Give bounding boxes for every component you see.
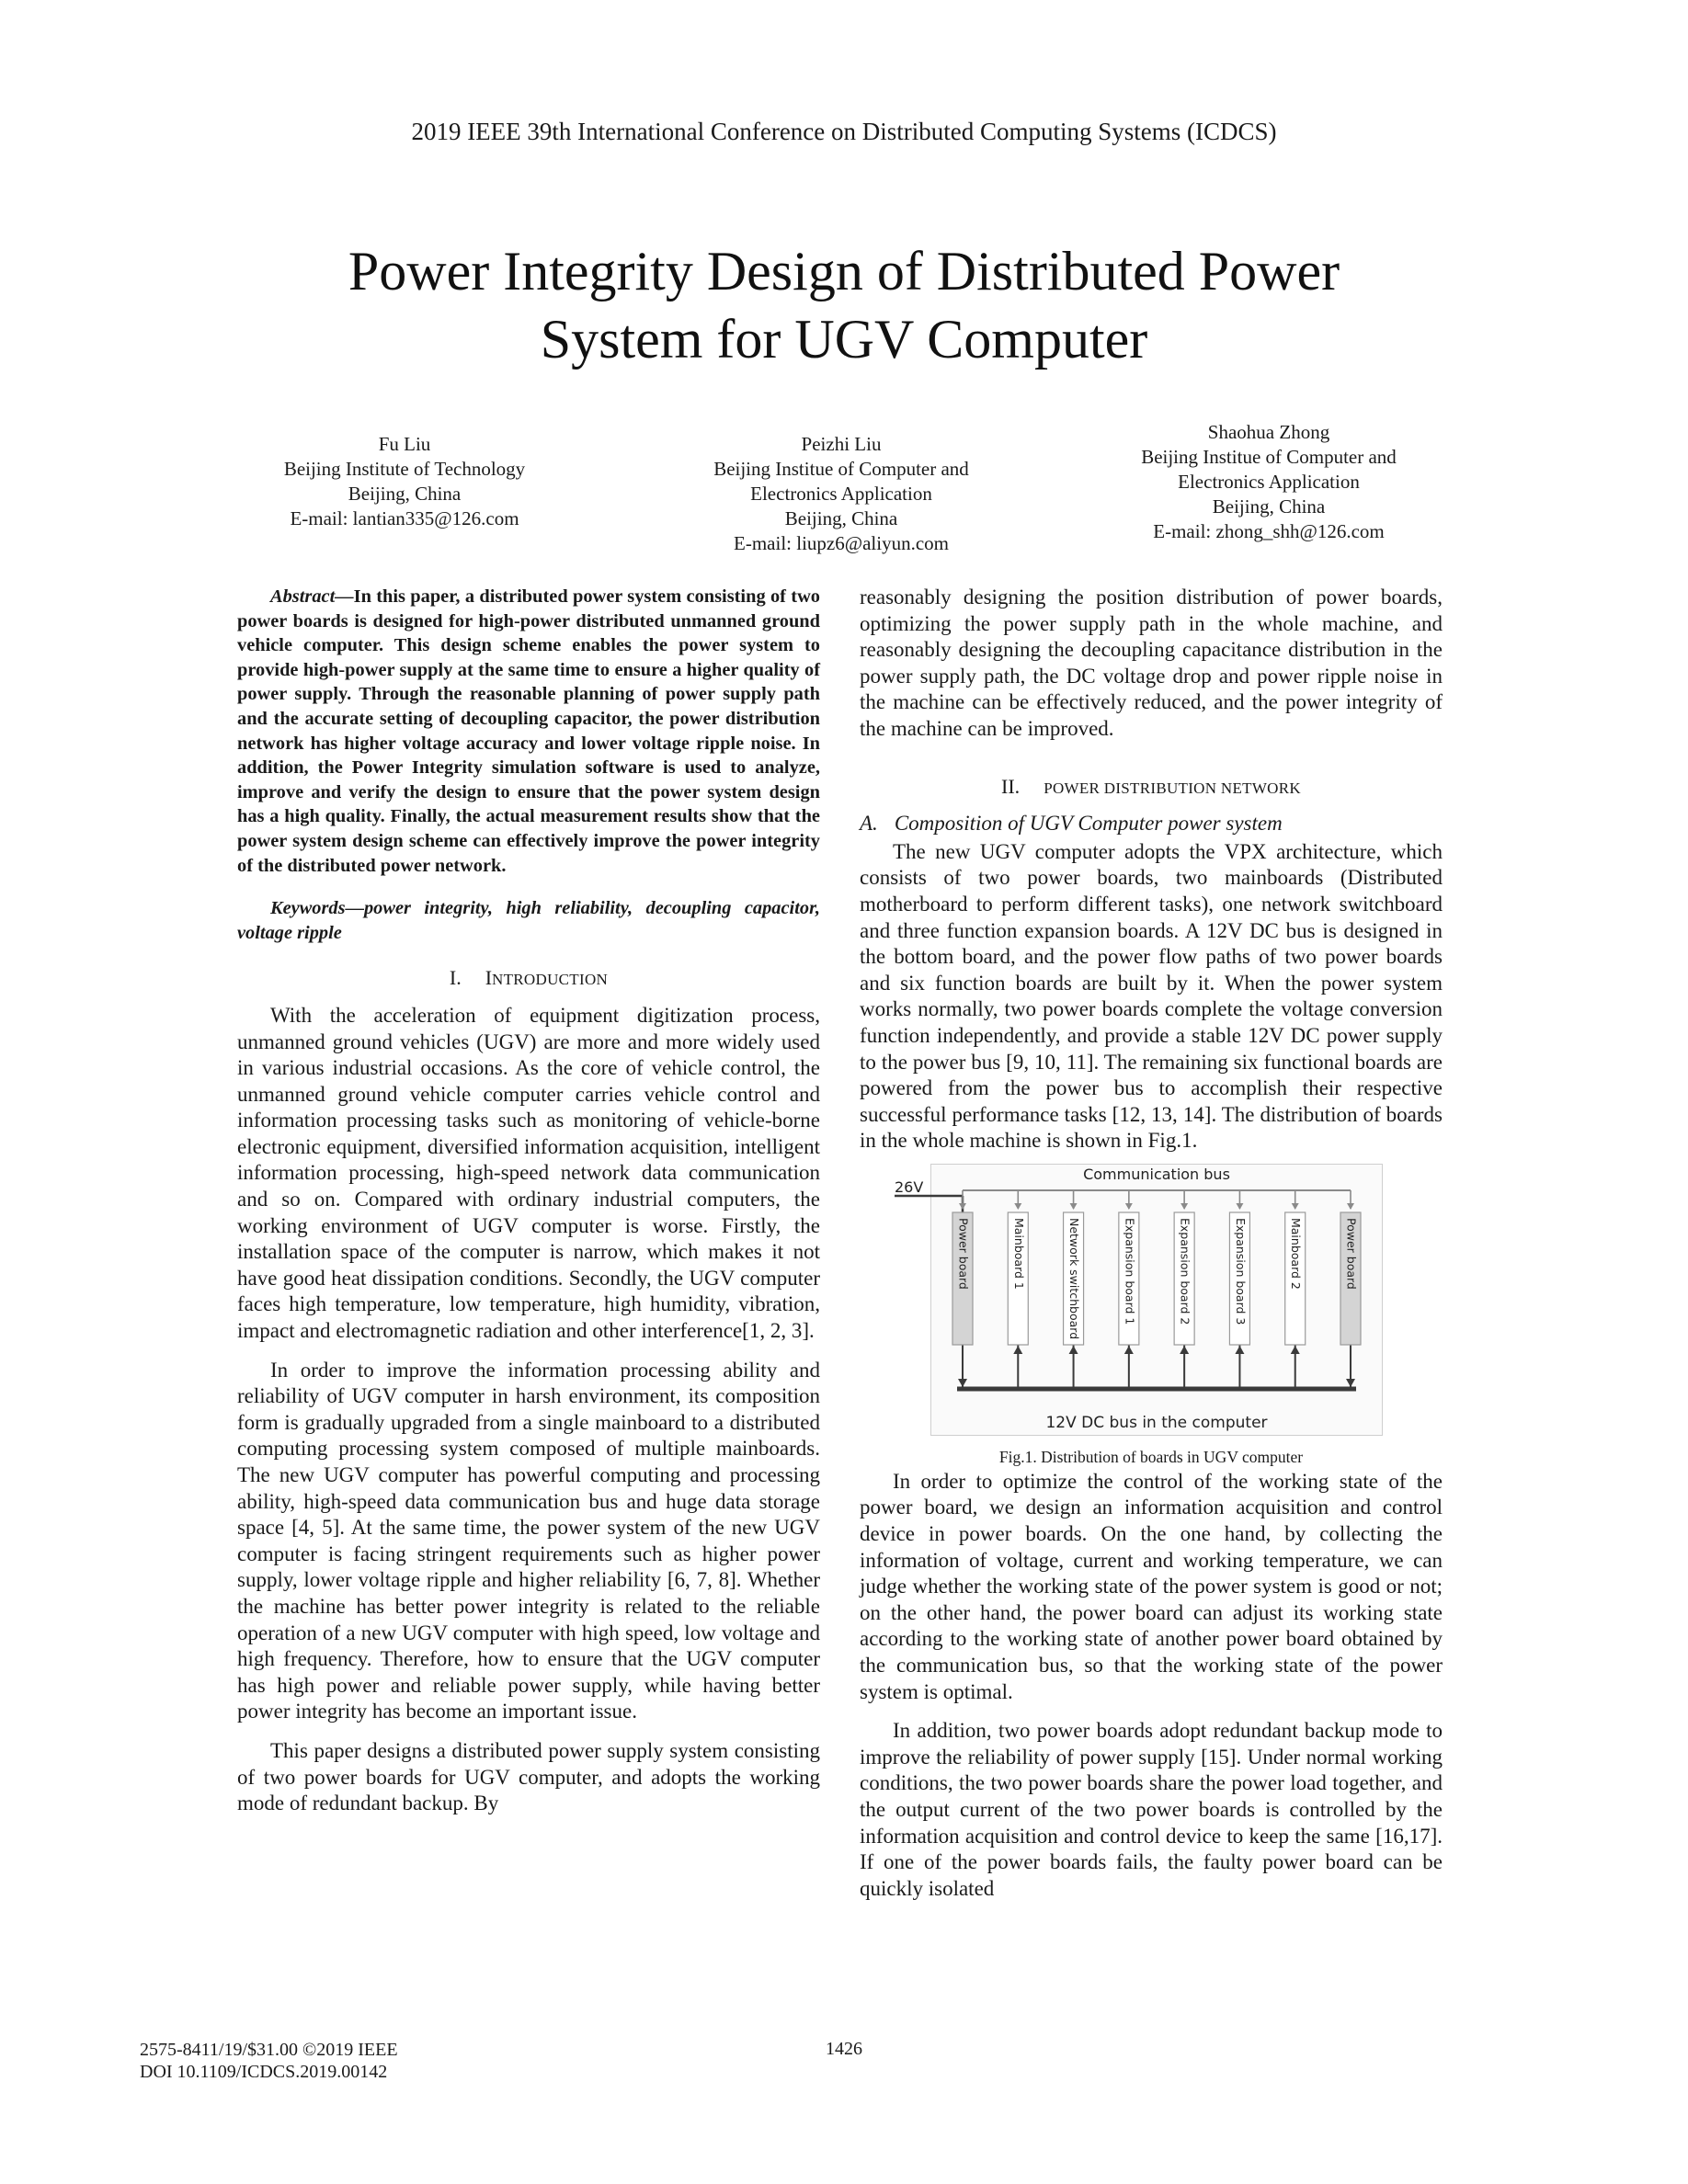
intro-paragraph-2: In order to improve the information processing ability and reliability of UGV computer in harsh environment, its composition form is gradually upgraded from a single mainboard to a distributed computing processing system composed of multiple mainboards. The new UGV computer has powerful computing and processing ability, high-speed data communication bus and huge data storage space [4, 5]. At the same time, the power system of the new UGV computer is facing stringent requirements such as higher power supply, lower voltage ripple and higher reliability [6, 7, 8]. Whether the machine has better power integrity is related to the reliable operation of a new UGV computer with high speed, low voltage and high frequency. Therefore, how to ensure that the UGV computer has high power and reliable power supply, while having better power integrity has become an important issue. (237, 1358, 820, 1723)
intro-paragraph-1: With the acceleration of equipment digitization process, unmanned ground vehicles (UGV) are more and more widely used in various industrial occasions. As the core of vehicle control, the unmanned ground vehicle computer carries vehicle control and information processing tasks such as monitoring of vehicle-borne electronic equipment, diversified information acquisition, intelligent information processing, high-speed network data communication and so on. Compared with ordinary industrial computers, the working environment of UGV computer is worse. Firstly, the installation space of the computer is narrow, which makes it not have good heat dissipation conditions. Secondly, the UGV computer faces high temperature, low temperature, high humidity, vibration, impact and electromagnetic radiation and other interference[1, 2, 3]. (237, 1003, 820, 1343)
communication-bus-label: Communication bus (1083, 1165, 1230, 1183)
section-heading-power-distribution (860, 774, 1443, 802)
abstract (237, 585, 820, 878)
right-paragraph-2: In addition, two power boards adopt redundant backup mode to improve the reliability of power supply [15]. Under normal working conditions, the two power boards share the power load together, and the output current of the two power boards is controlled by the information acquisition and control device to keep the same [16,17]. If one of the power boards fails, the faulty power board can be quickly isolated (860, 1719, 1443, 1900)
power-up-arrow (1235, 1346, 1244, 1354)
board-label: Power board (956, 1217, 971, 1290)
keywords-label: Keywords— (270, 898, 364, 919)
title-line-2: System for UGV Computer (540, 309, 1148, 370)
author-affiliation-2: Electronics Application (1178, 471, 1360, 493)
right-paragraph-1: In order to optimize the control of the working state of the power board, we design an information acquisition and control device in power boards. On the one hand, by collecting the information of voltage, current and working temperature, we can judge whether the working state of the power system is good or not; on the other hand, the power board can adjust its working state according to the working state of another power board obtained by the communication bus, so that the working state of the power system is optimal. (860, 1469, 1443, 1703)
section-title-rest: NTRODUCTION (492, 971, 609, 989)
power-up-arrow (1069, 1346, 1078, 1354)
board-label: Mainboard 1 (1011, 1217, 1026, 1290)
author-email: E-mail: lantian335@126.com (290, 507, 519, 529)
section-title-first: I (485, 966, 493, 990)
paper-title (0, 237, 1688, 373)
keywords-text: power integrity, high reliability, decoupling capacitor, voltage ripple (237, 898, 820, 943)
left-column (237, 585, 820, 1817)
power-down-arrow (958, 1379, 967, 1387)
author-affiliation: Beijing Institue of Computer and (713, 458, 969, 480)
section-heading-introduction (237, 965, 820, 994)
author-email: E-mail: liupz6@aliyun.com (734, 532, 949, 554)
author-affiliation-2: Electronics Application (750, 483, 932, 505)
keywords (237, 896, 820, 945)
board-label: Expansion board 1 (1123, 1217, 1137, 1325)
comm-arrow (1236, 1203, 1243, 1210)
power-up-arrow (1291, 1346, 1300, 1354)
figure-board-distribution (895, 1164, 1383, 1436)
comm-arrow (1125, 1203, 1133, 1210)
board-label: Mainboard 2 (1289, 1217, 1304, 1290)
board-label: Expansion board 2 (1178, 1217, 1192, 1325)
footer-doi: DOI 10.1109/ICDCS.2019.00142 (140, 2062, 388, 2082)
author-3 (1112, 420, 1425, 544)
author-affiliation: Beijing Institute of Technology (283, 458, 526, 480)
author-affiliation: Beijing Institue of Computer and (1141, 446, 1397, 468)
author-2 (685, 432, 998, 556)
conference-header: 2019 IEEE 39th International Conference on Distributed Computing Systems (ICDCS) (411, 118, 1277, 145)
board-label: Expansion board 3 (1233, 1217, 1248, 1325)
subsection-number: A. (860, 812, 878, 836)
board-label: Network switchboard (1067, 1217, 1082, 1340)
power-down-arrow (1346, 1379, 1355, 1387)
page-number: 1426 (826, 2039, 862, 2059)
author-name: Peizhi Liu (801, 433, 882, 455)
comm-arrow (1180, 1203, 1188, 1210)
author-1 (267, 432, 542, 531)
footer-issn: 2575-8411/19/$31.00 ©2019 IEEE (140, 2040, 398, 2060)
power-up-arrow (1180, 1346, 1189, 1354)
author-name: Fu Liu (378, 433, 431, 455)
composition-paragraph: The new UGV computer adopts the VPX architecture, which consists of two power boards, two mainboards (Distributed motherboard to perform different tasks), one network switchboard and three function expansion boards. A 12V DC bus is designed in the bottom board, and the power flow paths of two power boards and six function boards are built by it. When the power system works normally, two power boards complete the voltage conversion function independently, and provide a stable 12V DC power supply to the power bus [9, 10, 11]. The remaining six functional boards are powered from the power bus to accomplish their respective successful performance tasks [12, 13, 14]. The distribution of boards in the whole machine is shown in Fig.1. (860, 839, 1443, 1153)
subsection-title: Composition of UGV Computer power system (894, 812, 1283, 836)
author-location: Beijing, China (348, 483, 462, 505)
section-number: II. (1001, 774, 1021, 798)
comm-arrow (959, 1203, 966, 1210)
comm-arrow (1070, 1203, 1078, 1210)
comm-arrow (1014, 1203, 1021, 1210)
author-name: Shaohua Zhong (1207, 421, 1330, 443)
input-voltage-label: 26V (895, 1177, 924, 1196)
power-up-arrow (1124, 1346, 1134, 1354)
abstract-text: In this paper, a distributed power system consisting of two power boards is designed for high-power distributed unmanned ground vehicle computer. This design scheme enables the power system to provide high-power supply at the same time to ensure a higher quality of power supply. Through the reasonable planning of power supply path and the accurate setting of decoupling capacitor, the power distribution network has higher voltage accuracy and lower voltage ripple noise. In addition, the Power Integrity simulation software is used to analyze, improve and verify the design to ensure that the power system design has a high quality. Finally, the actual measurement results show that the power system design scheme can effectively improve the power integrity of the distributed power network. (237, 586, 820, 876)
subsection-heading-a (860, 811, 1443, 837)
board-distribution-diagram (895, 1165, 1382, 1435)
author-email: E-mail: zhong_shh@126.com (1153, 520, 1385, 542)
section-number: I. (449, 966, 462, 990)
section-title: POWER DISTRIBUTION NETWORK (1044, 779, 1301, 797)
author-location: Beijing, China (784, 507, 898, 529)
board-label: Power board (1344, 1217, 1359, 1290)
continuation-paragraph: reasonably designing the position distribution of power boards, optimizing the power supply path in the whole machine, and reasonably designing the decoupling capacitance distribution in the power supply path, the DC voltage drop and power ripple noise in the machine can be effectively reduced, and the power integrity of the machine can be improved. (860, 586, 1443, 740)
figure-caption: Fig.1. Distribution of boards in UGV computer (998, 1447, 1304, 1466)
author-location: Beijing, China (1212, 495, 1326, 518)
title-line-1: Power Integrity Design of Distributed Power (348, 241, 1340, 301)
abstract-label: Abstract— (270, 586, 354, 607)
comm-arrow (1347, 1203, 1354, 1210)
intro-paragraph-3: This paper designs a distributed power supply system consisting of two power boards for UGV computer, and adopts the working mode of redundant backup. By (237, 1738, 820, 1815)
comm-arrow (1292, 1203, 1299, 1210)
dc-bus-label: 12V DC bus in the computer (1045, 1413, 1268, 1432)
power-up-arrow (1013, 1346, 1022, 1354)
right-column (860, 585, 1443, 1902)
